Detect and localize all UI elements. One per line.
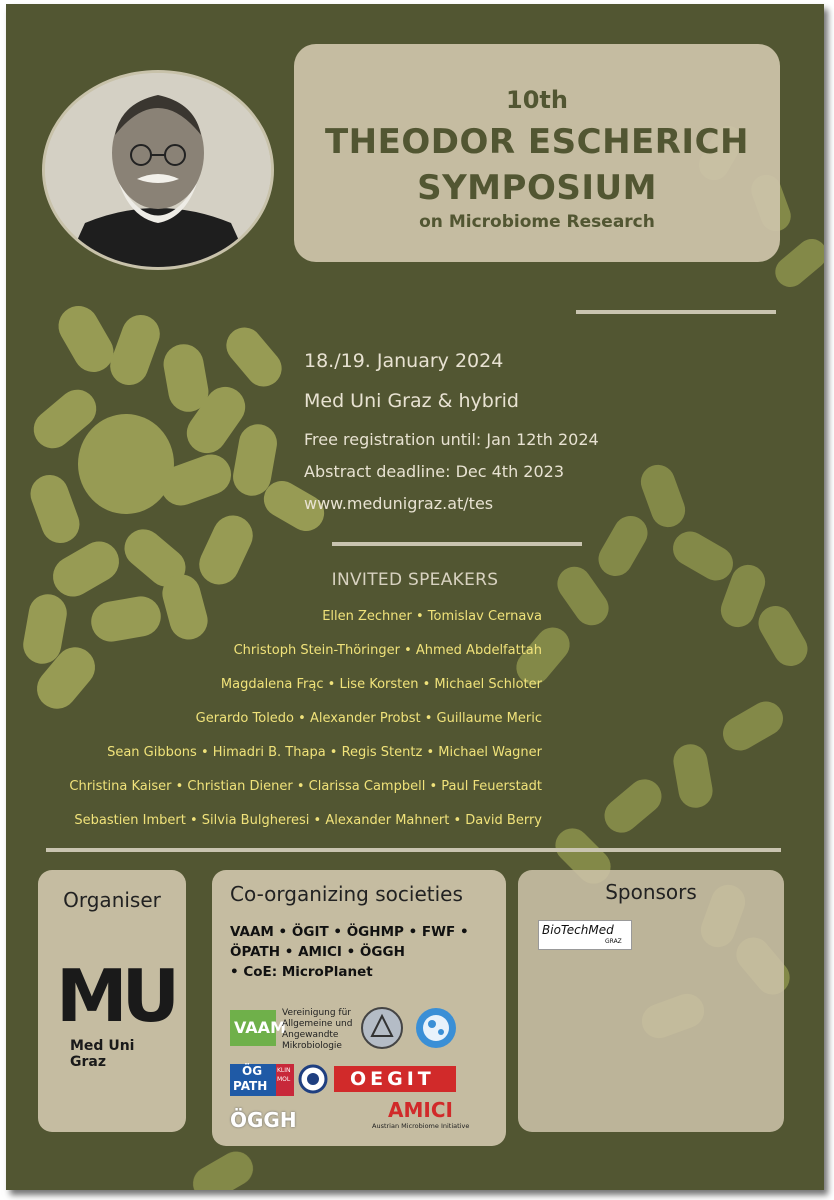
societies-box (212, 870, 506, 1146)
medunigraz-logo-line2: Graz (70, 1054, 106, 1070)
sponsors-box (518, 870, 784, 1132)
speaker-line: Gerardo Toledo • Alexander Probst • Guillaume Meric (195, 711, 542, 726)
divider-middle (332, 542, 582, 546)
divider-bottom (46, 848, 781, 852)
portrait-photo (42, 70, 274, 270)
biotechmed-logo: BioTechMed GRAZ (538, 920, 632, 950)
abstract-deadline: Abstract deadline: Dec 4th 2023 (304, 462, 565, 481)
title-line-2: SYMPOSIUM (417, 168, 657, 208)
klinmol-logo: KLIN MOL (276, 1064, 294, 1096)
divider-top (576, 310, 776, 314)
oegpath-logo: ÖG PATH (230, 1064, 276, 1096)
medunigraz-logo: MU (56, 954, 175, 1038)
speaker-line: Christina Kaiser • Christian Diener • Clarissa Campbell • Paul Feuerstadt (69, 779, 542, 794)
societies-line-2: ÖPATH • AMICI • ÖGGH (230, 944, 405, 960)
event-location: Med Uni Graz & hybrid (304, 390, 519, 412)
registration-deadline: Free registration until: Jan 12th 2024 (304, 430, 599, 449)
societies-list (230, 922, 469, 982)
speaker-line: Magdalena Frąc • Lise Korsten • Michael Schloter (220, 677, 542, 692)
event-url[interactable]: www.medunigraz.at/tes (304, 494, 494, 513)
organiser-heading: Organiser (63, 888, 161, 912)
poster (6, 4, 824, 1190)
edition-label: 10th (506, 86, 568, 114)
society-seal-icon (298, 1064, 328, 1094)
speakers-list (6, 600, 542, 838)
speaker-line: Sebastien Imbert • Silvia Bulgheresi • Alexander Mahnert • David Berry (74, 813, 542, 828)
oegit-logo: OEGIT (334, 1066, 456, 1092)
vaam-logo-text: Vereinigung für Allgemeine und Angewandte Mikrobiologie (282, 1008, 353, 1051)
oeghmp-logo-icon (360, 1006, 404, 1050)
oeggh-logo: ÖGGH (230, 1108, 297, 1132)
amici-logo: AMICI Austrian Microbiome Initiative (372, 1098, 470, 1130)
societies-line-3: • CoE: MicroPlanet (230, 964, 373, 980)
societies-line-1: VAAM • ÖGIT • ÖGHMP • FWF • (230, 924, 469, 940)
speakers-heading: INVITED SPEAKERS (331, 570, 499, 590)
speaker-line: Ellen Zechner • Tomislav Cernava (322, 609, 542, 624)
speaker-line: Sean Gibbons • Himadri B. Thapa • Regis Stentz • Michael Wagner (107, 745, 542, 760)
vaam-logo: VAAM (230, 1010, 276, 1046)
coe-microplanet-logo-icon (414, 1006, 458, 1050)
title-line-1: THEODOR ESCHERICH (324, 122, 749, 162)
medunigraz-logo-line1: Med Uni (70, 1038, 135, 1054)
sponsors-heading: Sponsors (605, 880, 697, 904)
societies-heading: Co-organizing societies (230, 882, 463, 906)
organiser-box (38, 870, 186, 1132)
title-subtitle: on Microbiome Research (419, 212, 655, 232)
portrait-illustration (45, 73, 271, 267)
speaker-line: Christoph Stein-Thöringer • Ahmed Abdelfattah (233, 643, 542, 658)
event-date: 18./19. January 2024 (304, 350, 504, 372)
title-box (294, 44, 780, 262)
